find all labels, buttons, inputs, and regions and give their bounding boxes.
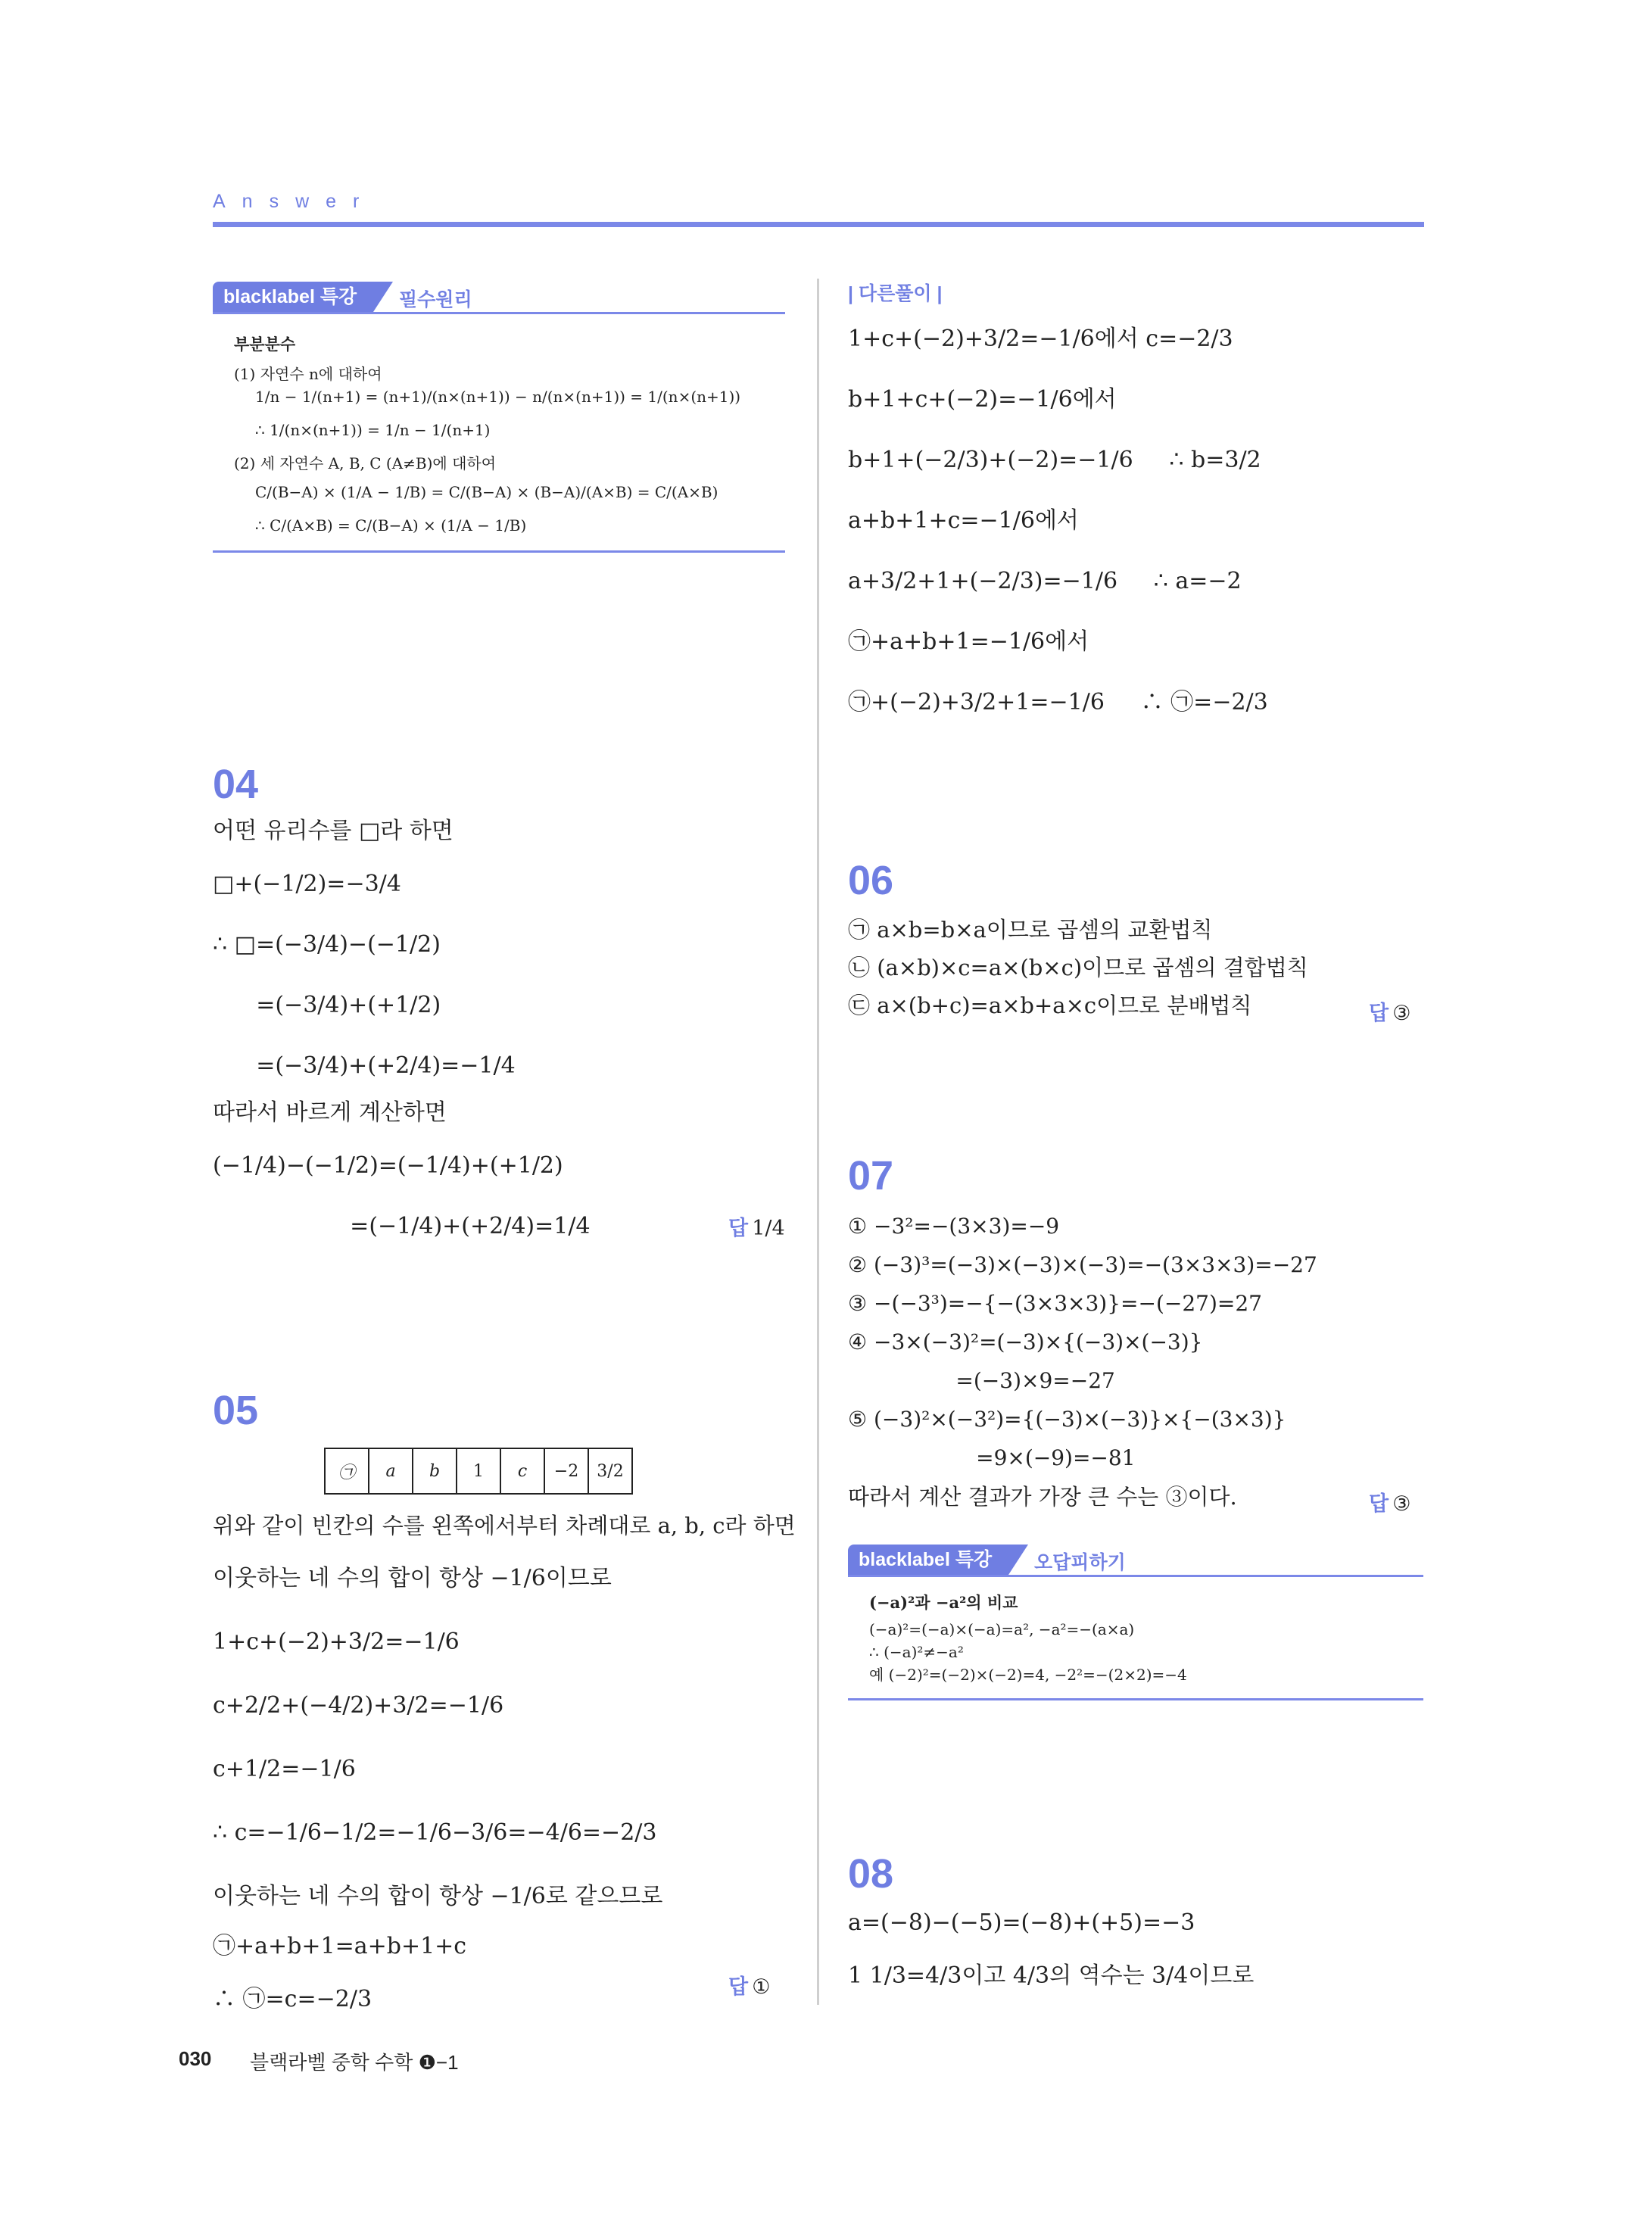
box-line: (−a)²=(−a)×(−a)=a², −a²=−(a×a) bbox=[869, 1620, 1135, 1638]
solution-line: 1 1/3=4/3이고 4/3의 역수는 3/4이므로 bbox=[848, 1962, 1255, 1989]
answer-value: ③ bbox=[1392, 1492, 1411, 1516]
answer-value: 1/4 bbox=[752, 1217, 785, 1240]
box-bottom-rule bbox=[213, 550, 785, 553]
answer-value: ① bbox=[752, 1975, 771, 1999]
solution-line: 이웃하는 네 수의 합이 항상 −1/6이므로 bbox=[213, 1565, 612, 1591]
solution-line: =(−3/4)+(+1/2) bbox=[213, 992, 441, 1018]
solution-line: ② (−3)³=(−3)×(−3)×(−3)=−(3×3×3)=−27 bbox=[848, 1252, 1317, 1277]
solution-08 bbox=[848, 1908, 1423, 1991]
alt-solution-title: | 다른풀이 | bbox=[848, 283, 943, 304]
table-cell: 3/2 bbox=[588, 1448, 632, 1494]
box-line: ∴ C/(A×B) = C/(B−A) × (1/A − 1/B) bbox=[255, 516, 527, 535]
solution-line: c+2/2+(−4/2)+3/2=−1/6 bbox=[213, 1692, 504, 1719]
solution-line: 위와 같이 빈칸의 수를 왼쪽에서부터 차례대로 a, b, c라 하면 bbox=[213, 1513, 796, 1538]
answer-label: 답 bbox=[728, 1975, 749, 1998]
question-number-05: 05 bbox=[213, 1388, 259, 1433]
solution-line: =(−3/4)+(+2/4)=−1/4 bbox=[213, 1052, 516, 1079]
box-bottom-rule bbox=[848, 1698, 1423, 1700]
box-line: (2) 세 자연수 A, B, C (A≠B)에 대하여 bbox=[234, 454, 497, 472]
solution-line: ㉡ (a×b)×c=a×(b×c)이므로 곱셈의 결합법칙 bbox=[848, 955, 1308, 980]
solution-line: ∴ c=−1/6−1/2=−1/6−3/6=−4/6=−2/3 bbox=[213, 1819, 657, 1846]
solution-06 bbox=[848, 915, 1423, 1021]
solution-line: ∴ □=(−3/4)−(−1/2) bbox=[213, 931, 441, 958]
solution-line: ㉠+a+b+1=a+b+1+c bbox=[213, 1933, 467, 1959]
solution-line: 1+c+(−2)+3/2=−1/6에서 c=−2/3 bbox=[848, 326, 1233, 352]
table-cell: ㉠ bbox=[325, 1448, 369, 1494]
solution-05 bbox=[213, 1510, 811, 2015]
solution-line: a=(−8)−(−5)=(−8)+(+5)=−3 bbox=[848, 1909, 1195, 1936]
answer-value: ③ bbox=[1392, 1002, 1411, 1025]
blacklabel-sub: 필수원리 bbox=[399, 289, 472, 310]
answer-label: 답 bbox=[728, 1217, 749, 1239]
box-line: (1) 자연수 n에 대하여 bbox=[234, 365, 382, 383]
solution-line: =(−1/4)+(+2/4)=1/4 bbox=[213, 1213, 591, 1239]
solution-line: =(−3)×9=−27 bbox=[848, 1368, 1115, 1393]
solution-line: □+(−1/2)=−3/4 bbox=[213, 871, 401, 897]
answer-07 bbox=[1369, 1487, 1410, 1516]
question-number-04: 04 bbox=[213, 762, 259, 807]
solution-line: c+1/2=−1/6 bbox=[213, 1756, 356, 1782]
solution-line: b+1+(−2/3)+(−2)=−1/6 ∴ b=3/2 bbox=[848, 447, 1261, 473]
answer-label: 답 bbox=[1369, 1002, 1389, 1024]
solution-line: ㉠+(−2)+3/2+1=−1/6 ∴ ㉠=−2/3 bbox=[848, 689, 1268, 715]
blacklabel-tab: blacklabel 특강 bbox=[213, 282, 373, 312]
solution-line: ① −3²=−(3×3)=−9 bbox=[848, 1214, 1060, 1239]
book-title: 블랙라벨 중학 수학 ❶−1 bbox=[250, 2051, 459, 2074]
question-number-07: 07 bbox=[848, 1153, 894, 1199]
sequence-table bbox=[324, 1448, 633, 1495]
blacklabel-box-comparison bbox=[848, 1545, 1423, 1700]
blacklabel-box-partial-fraction bbox=[213, 282, 785, 553]
solution-line: 어떤 유리수를 □라 하면 bbox=[213, 818, 454, 844]
box-title: (−a)²과 −a²의 비교 bbox=[869, 1593, 1018, 1612]
box-line: 1/n − 1/(n+1) = (n+1)/(n×(n+1)) − n/(n×(n+1)) = 1/(n×(n+1)) bbox=[255, 388, 741, 406]
solution-line: a+b+1+c=−1/6에서 bbox=[848, 507, 1079, 534]
box-line: ∴ 1/(n×(n+1)) = 1/n − 1/(n+1) bbox=[255, 421, 491, 439]
solution-line: ㉠+a+b+1=−1/6에서 bbox=[848, 628, 1089, 655]
solution-line: ㉠ a×b=b×a이므로 곱셈의 교환법칙 bbox=[848, 917, 1213, 943]
table-cell: 1 bbox=[457, 1448, 500, 1494]
table-cell: a bbox=[369, 1448, 413, 1494]
blacklabel-tab: blacklabel 특강 bbox=[848, 1545, 1008, 1575]
solution-line: ③ −(−3³)=−{−(3×3×3)}=−(−27)=27 bbox=[848, 1291, 1262, 1316]
column-divider bbox=[817, 279, 819, 2005]
table-cell: −2 bbox=[544, 1448, 588, 1494]
table-cell: b bbox=[413, 1448, 457, 1494]
solution-line: 따라서 계산 결과가 가장 큰 수는 ③이다. bbox=[848, 1484, 1237, 1510]
solution-line: ④ −3×(−3)²=(−3)×{(−3)×(−3)} bbox=[848, 1329, 1203, 1354]
question-number-08: 08 bbox=[848, 1851, 894, 1897]
solution-line: =9×(−9)=−81 bbox=[848, 1445, 1136, 1470]
solution-line: ∴ ㉠=c=−2/3 bbox=[213, 1986, 372, 2012]
solution-line: 따라서 바르게 계산하면 bbox=[213, 1099, 447, 1126]
box-line: ∴ (−a)²≠−a² bbox=[869, 1643, 964, 1661]
box-title: 부분분수 bbox=[234, 336, 296, 354]
solution-line: b+1+c+(−2)=−1/6에서 bbox=[848, 386, 1117, 413]
page-number: 030 bbox=[179, 2047, 212, 2070]
answer-04 bbox=[728, 1211, 785, 1241]
blacklabel-sub: 오답피하기 bbox=[1034, 1552, 1126, 1573]
answer-05 bbox=[728, 1970, 770, 2000]
solution-line: ⑤ (−3)²×(−3²)={(−3)×(−3)}×{−(3×3)} bbox=[848, 1407, 1286, 1432]
solution-07 bbox=[848, 1211, 1423, 1512]
answer-label: 답 bbox=[1369, 1492, 1389, 1515]
solution-line: 이웃하는 네 수의 합이 항상 −1/6로 같으므로 bbox=[213, 1883, 663, 1909]
solution-04 bbox=[213, 816, 785, 1242]
box-line: C/(B−A) × (1/A − 1/B) = C/(B−A) × (B−A)/(A×B) = C/(A×B) bbox=[255, 483, 718, 501]
solution-line: (−1/4)−(−1/2)=(−1/4)+(+1/2) bbox=[213, 1152, 563, 1179]
header-label: Answer bbox=[213, 191, 376, 212]
box-line: 예 (−2)²=(−2)×(−2)=4, −2²=−(2×2)=−4 bbox=[869, 1666, 1187, 1684]
solution-line: 1+c+(−2)+3/2=−1/6 bbox=[213, 1629, 460, 1655]
header-rule bbox=[213, 222, 1424, 227]
solution-line: ㉢ a×(b+c)=a×b+a×c이므로 분배법칙 bbox=[848, 993, 1252, 1018]
solution-line: a+3/2+1+(−2/3)=−1/6 ∴ a=−2 bbox=[848, 568, 1242, 594]
alt-solution bbox=[848, 324, 1423, 718]
answer-06 bbox=[1369, 996, 1410, 1026]
table-cell: c bbox=[500, 1448, 544, 1494]
question-number-06: 06 bbox=[848, 858, 894, 903]
